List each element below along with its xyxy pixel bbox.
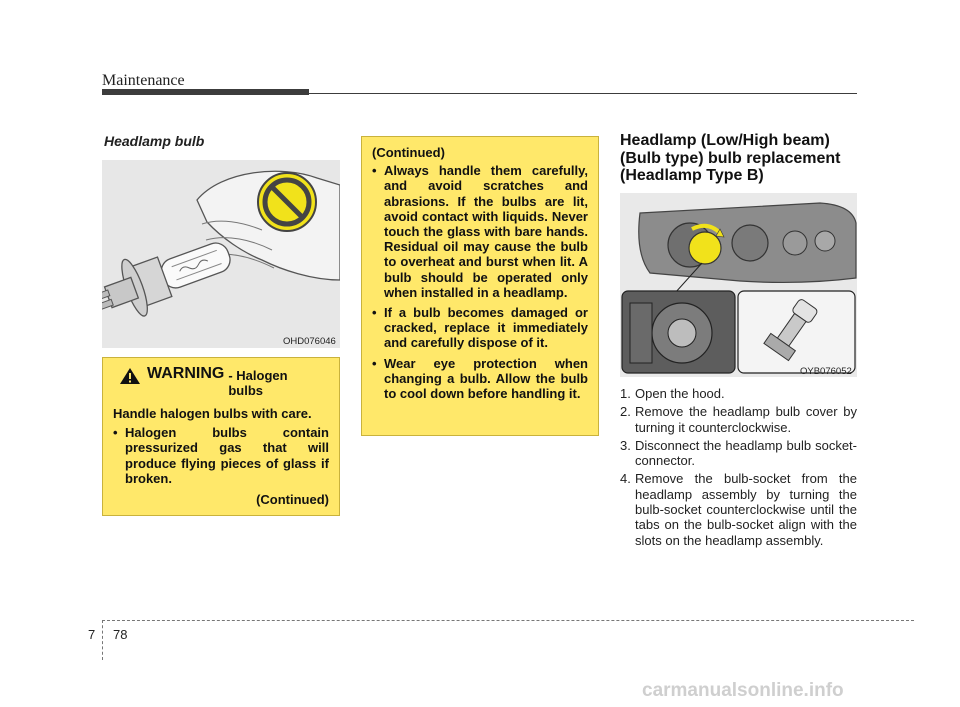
warning-header [119,366,329,398]
step-number: 2. [620,404,631,420]
continued-bullet-text: Wear eye protection when changing a bulb. Allow the bulb to cool down before handling it. [384,355,588,402]
step-number: 3. [620,437,631,453]
section-title: Maintenance [102,72,185,89]
step-4 [620,471,857,547]
hand-holding-bulb-drawing [102,160,340,348]
continued-bullet-3: • Wear eye protection when changing a bulb. Allow the bulb to cool down before handling it. [372,355,588,402]
headlamp-bulb-removal-drawing [620,193,857,377]
warning-box-continued [361,136,599,436]
continued-bullet-2: • If a bulb becomes damaged or cracked, replace it immediately and carefully dispose of it. [372,305,588,351]
step-1 [620,386,857,401]
replacement-steps [620,386,857,551]
warning-continued: (Continued) [256,492,329,508]
headlamp-assembly-illustration [620,193,857,377]
chapter-number: 7 [88,627,96,642]
continued-bullet-text: Always handle them carefully, and avoid scratches and abrasions. If the bulbs are lit, avoid contact with liquids. Never touch the glass with bare hands. Residual oil may cause the bulb to overheat and burst when lit. A bulb should be operated only when installed in a headlamp. [384,163,588,300]
step-text: Disconnect the headlamp bulb socket-connector. [635,437,857,469]
prohibition-icon [258,173,316,231]
warning-label: WARNING [147,365,225,382]
footer-rule [102,620,914,621]
continued-bullet-text: If a bulb becomes damaged or cracked, replace it immediately and carefully dispose of it. [384,305,588,351]
warning-bullet: • Halogen bulbs contain pressurized gas that will produce flying pieces of glass if broken. [113,425,329,486]
figure-code-1: OHD076046 [283,336,336,347]
step-2 [620,404,857,435]
watermark: carmanualsonline.info [642,680,844,701]
warning-box-halogen-bulbs [102,357,340,516]
continued-label: (Continued) [372,145,445,160]
step-text: Open the hood. [635,386,725,401]
step-3 [620,438,857,469]
step-number: 4. [620,471,631,487]
step-number: 1. [620,386,631,401]
header-rule-thick [102,89,309,95]
step-text: Remove the bulb-socket from the headlamp assembly by turning the bulb-socket counterclockwise until the tabs on the bulb-socket align with the slots on the headlamp assembly. [635,471,857,548]
footer-divider [102,620,103,660]
warning-intro: Handle halogen bulbs with care. [113,406,312,421]
page-number: 78 [113,627,128,642]
headlamp-replacement-heading: Headlamp (Low/High beam) (Bulb type) bulb replacement (Headlamp Type B) [620,132,841,184]
warning-subject: - Halogen bulbs [228,368,288,398]
step-text: Remove the headlamp bulb cover by turning it counterclockwise. [635,404,857,435]
continued-bullet-1: • Always handle them carefully, and avoid scratches and abrasions. If the bulbs are lit, avoid contact with liquids. Never touch the glass with bare hands. Residual oil may cause the bulb to overheat and burst when lit. A bulb should be operated only when installed in a headlamp. [372,163,588,300]
header-rule-thin [309,93,857,94]
warning-bullet-text: Halogen bulbs contain pressurized gas that will produce flying pieces of glass if broken. [125,425,329,486]
figure-code-2: OYB076052 [800,366,852,377]
headlamp-bulb-heading: Headlamp bulb [104,133,205,149]
halogen-bulb-illustration [102,160,340,348]
warning-triangle-icon [119,367,141,385]
